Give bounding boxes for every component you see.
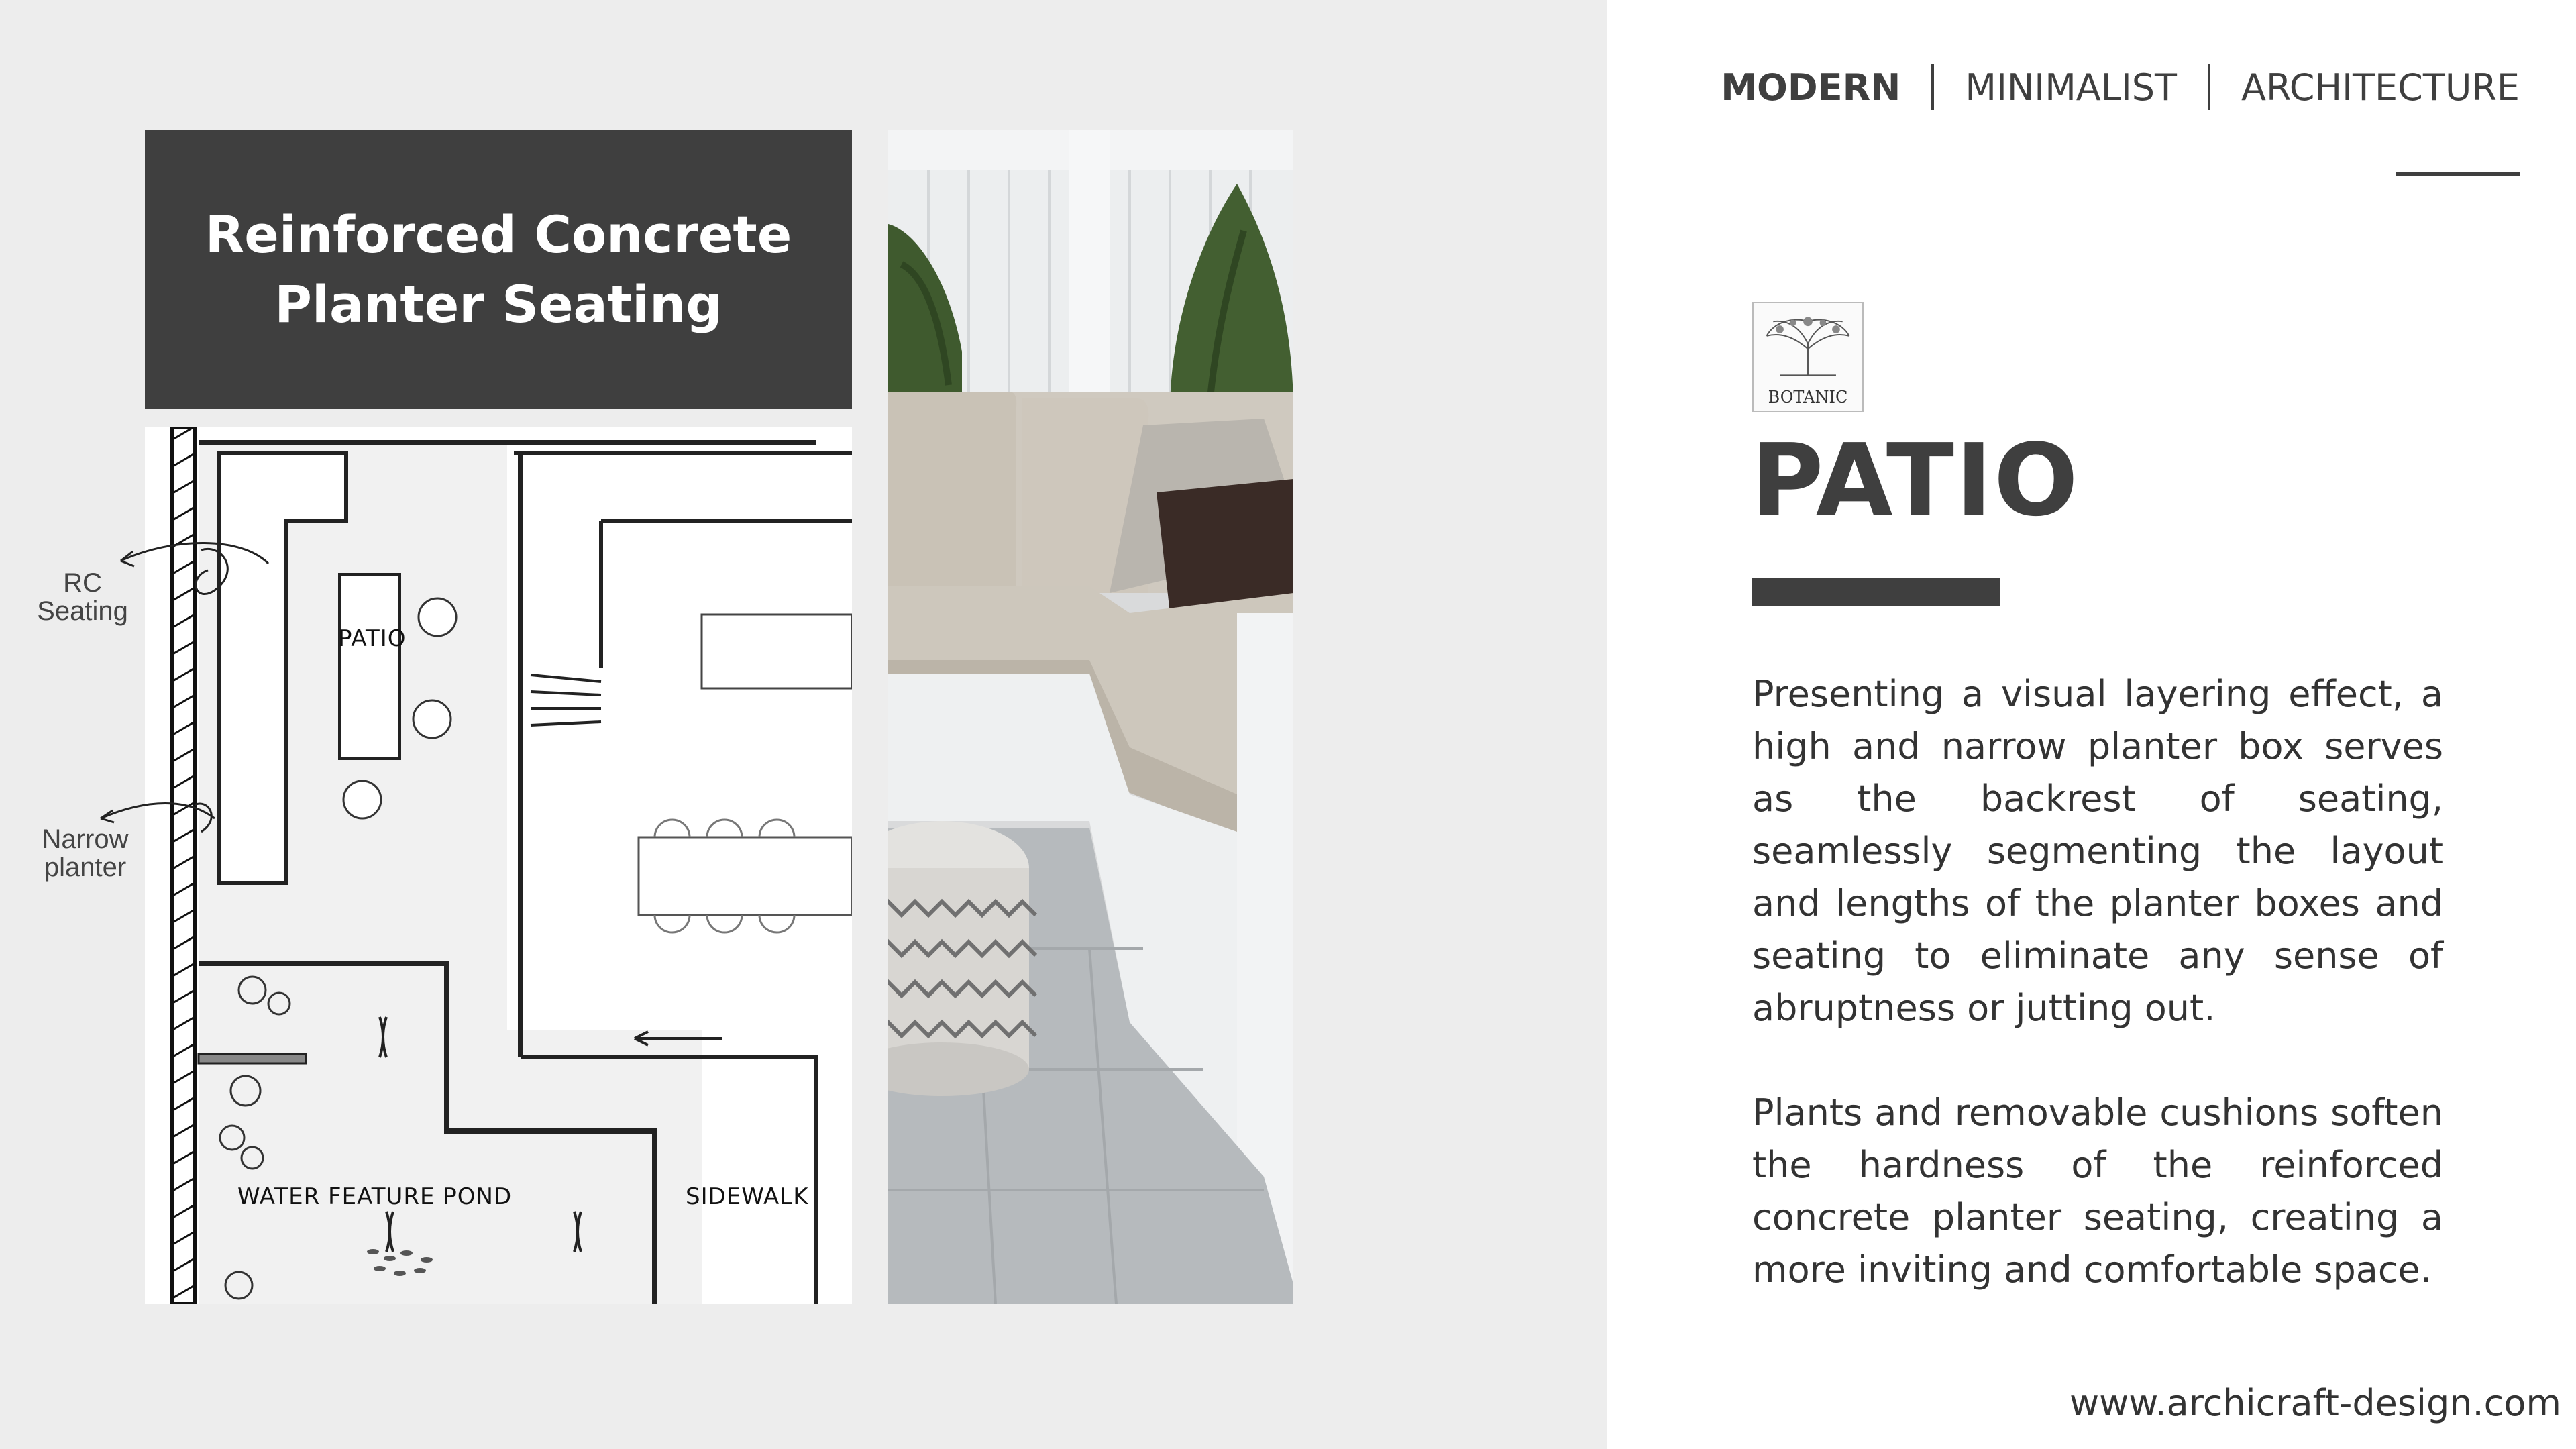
body-paragraph-2: Plants and removable cushions soften the hardness of the reinforced concrete planter seating, creating a more inviting and comfortable space. (1752, 1091, 2443, 1291)
plan-label-water-feature: WATER FEATURE POND (237, 1183, 513, 1210)
title-card (145, 130, 852, 409)
body-paragraph-1: Presenting a visual layering effect, a high and narrow planter box serves as the backrest of seating, seamlessly segmenting the layout and lengths of the planter boxes and seating to eliminate any sense of abruptness or jutting out. (1752, 673, 2443, 1029)
callout-narrow-line2: planter (44, 853, 127, 882)
patio-photo-illustration (888, 130, 1293, 1304)
callout-narrow-line1: Narrow (42, 824, 129, 854)
title-line-2: Planter Seating (274, 274, 722, 334)
plan-label-sidewalk: SIDEWALK (686, 1183, 809, 1210)
nav-divider (1931, 64, 1934, 110)
callout-rc-line1: RC (63, 568, 102, 598)
nav-item-modern[interactable]: MODERN (1721, 66, 1901, 109)
title-line-1: Reinforced Concrete (205, 205, 792, 264)
nav-divider (2208, 64, 2210, 110)
logo-wordmark: BOTANIC (1768, 388, 1848, 407)
website-link[interactable]: www.archicraft-design.com (2069, 1382, 2561, 1424)
nav-underline (2396, 172, 2520, 176)
patio-photo (888, 130, 1293, 1304)
plan-label-patio: PATIO (338, 625, 407, 652)
top-nav (1721, 64, 2520, 110)
nav-item-minimalist[interactable]: MINIMALIST (1965, 66, 2178, 109)
callout-rc-line2: Seating (37, 596, 128, 626)
eco-botanic-logo (1752, 302, 1864, 412)
callout-arrows (94, 523, 295, 859)
page-heading: PATIO (1751, 423, 2080, 538)
nav-item-architecture[interactable]: ARCHITECTURE (2241, 66, 2520, 109)
heading-underline-bar (1752, 578, 2000, 606)
